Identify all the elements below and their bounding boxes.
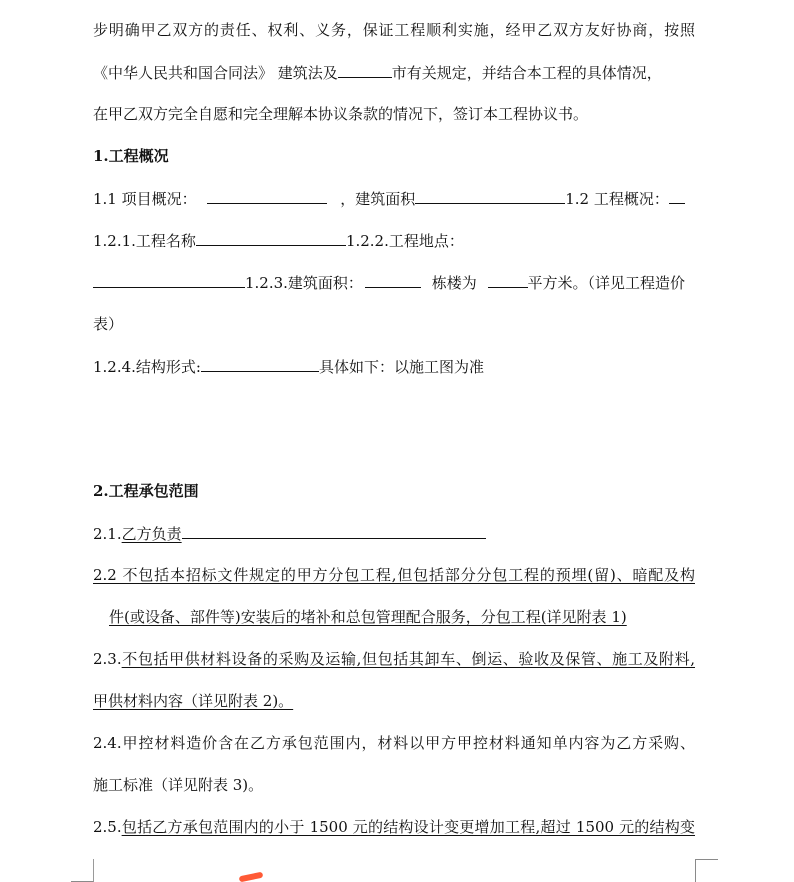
- intro-line-2: [93, 61, 695, 83]
- project-name-label: 1.2.1.工程名称: [93, 232, 196, 250]
- area-blank: [365, 271, 421, 288]
- area-unit-text: 平方米。（详见工程造价: [527, 274, 686, 292]
- section-2-heading: 2.工程承包范围: [93, 482, 199, 500]
- structure-form-label: 1.2.4.结构形式:: [93, 358, 201, 376]
- item-2-5-line-1: [93, 816, 695, 838]
- item-2-4-line-1: 2.4.甲控材料造价含在乙方承包范围内，材料以甲方甲控材料通知单内容为乙方采购、: [93, 734, 695, 752]
- project-name-blank: [196, 229, 346, 246]
- item-2-5-text: 包括乙方承包范围内的小于 1500 元的结构设计变更增加工程,超过 1500 元的结构变: [121, 818, 695, 836]
- item-1-2-1-line: [93, 229, 695, 251]
- intro-line-2-text-b: 市有关规定，并结合本工程的具体情况，: [391, 64, 662, 82]
- item-2-1-number: 2.1.: [93, 525, 122, 543]
- item-1-2-4-line: [93, 355, 695, 377]
- item-2-2-line-1: 2.2 不包括本招标文件规定的甲方分包工程,但包括部分分包工程的预埋(留)、暗配及构: [93, 566, 695, 584]
- structure-form-blank: [201, 355, 319, 372]
- item-2-4-line-2: 施工标准（详见附表 3)。: [93, 776, 264, 794]
- building-area-label: ，建筑面积: [340, 190, 416, 208]
- item-2-1-line: [93, 522, 695, 544]
- page-corner-mark-left: [71, 859, 94, 882]
- intro-line-1: 步明确甲乙双方的责任、权利、义务，保证工程顺利实施，经甲乙双方友好协商，按照: [93, 21, 695, 39]
- item-1-1-line: [93, 187, 695, 209]
- item-2-3-text: 不包括甲供材料设备的采购及运输,但包括其卸车、倒运、验收及保管、施工及附料,: [121, 650, 695, 668]
- structure-detail-text: 具体如下：以施工图为准: [319, 358, 485, 376]
- item-2-2-line-2: 件(或设备、部件等)安装后的堵补和总包管理配合服务，分包工程(详见附表 1): [109, 608, 627, 626]
- building-size-blank: [488, 271, 528, 288]
- building-count-label: 栋楼为: [431, 274, 477, 292]
- intro-line-2-text-a: 《中华人民共和国合同法》 建筑法及: [93, 64, 338, 82]
- item-2-1-blank: [182, 522, 486, 539]
- item-1-2-3-line: [93, 271, 695, 293]
- item-2-3-line-2: 甲供材料内容（详见附表 2)。: [93, 692, 294, 710]
- building-area-blank: [415, 187, 565, 204]
- item-2-1-text: 乙方负责: [121, 525, 182, 543]
- project-location-label: 1.2.2.工程地点：: [345, 232, 464, 250]
- project-overview-blank: [207, 187, 327, 204]
- item-1-1-label: 1.1 项目概况：: [93, 190, 197, 208]
- item-1-2-label: 1.2 工程概况：: [565, 190, 669, 208]
- intro-line-3: 在甲乙双方完全自愿和完全理解本协议条款的情况下，签订本工程协议书。: [93, 105, 589, 123]
- section-1-heading: 1.工程概况: [93, 147, 169, 165]
- item-1-2-blank: [669, 187, 685, 204]
- page-corner-mark-right: [695, 859, 718, 882]
- area-label: 1.2.3.建筑面积：: [245, 274, 363, 292]
- item-1-2-3-continued: 表）: [93, 315, 124, 333]
- item-2-3-number: 2.3.: [93, 650, 122, 668]
- item-2-5-number: 2.5.: [93, 818, 122, 836]
- project-location-blank: [93, 271, 245, 288]
- red-annotation-mark: [239, 872, 264, 882]
- item-2-3-line-1: [93, 648, 695, 670]
- city-blank: [338, 61, 392, 78]
